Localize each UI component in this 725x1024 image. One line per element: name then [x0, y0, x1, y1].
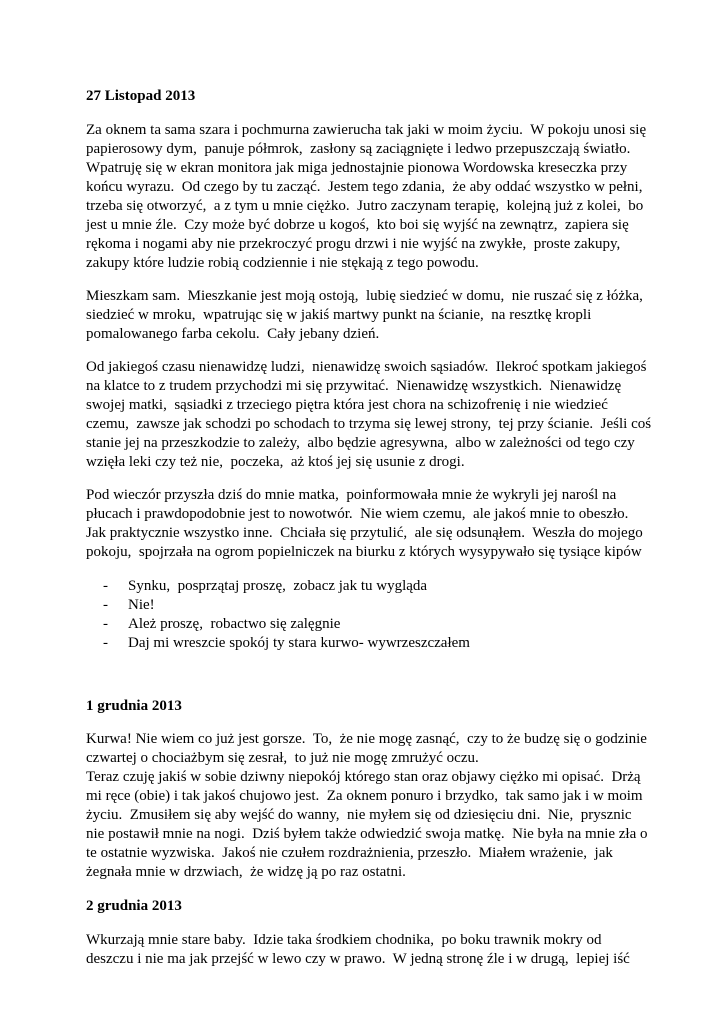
text-line: siedzieć w mroku, wpatrując się w jakiś martwy punkt na ścianie, na resztkę kropli	[86, 307, 592, 323]
dash-bullet: -	[103, 616, 108, 632]
text-line: stanie jej na przeszkodzie to zależy, albo będzie agresywna, albo w zależności od tego czy	[86, 435, 635, 451]
dialogue-text: Nie!	[128, 597, 155, 613]
text-line: papierosowy dym, panuje półmrok, zasłony są zaciągnięte i ledwo przepuszczają światło.	[86, 141, 631, 157]
text-line: Od jakiegoś czasu nienawidzę ludzi, nienawidzę swoich sąsiadów. Ilekroć spotkam jakiegoś	[86, 359, 647, 375]
text-line: nie postawił mnie na nogi. Dziś byłem także odwiedzić swoja matkę. Nie była na mnie zła o	[86, 826, 648, 842]
text-line: Mieszkam sam. Mieszkanie jest moją ostoją, lubię siedzieć w domu, nie ruszać się z łóżka,	[86, 288, 643, 304]
text-line: zakupy które ludzie robią codziennie i nie stękają z tego powodu.	[86, 255, 479, 271]
entry-date-heading: 1 grudnia 2013	[86, 698, 182, 714]
text-line: jest u mnie źle. Czy może być dobrze u kogoś, kto boi się wyjść na zewnątrz, zapiera się	[86, 217, 629, 233]
text-line: Wkurzają mnie stare baby. Idzie taka środkiem chodnika, po boku trawnik mokry od	[86, 932, 602, 948]
text-line: życiu. Zmusiłem się aby wejść do wanny, nie myłem się od dziesięciu dni. Nie, prysznic	[86, 807, 632, 823]
dash-bullet: -	[103, 578, 108, 594]
text-line: trzeba się otworzyć, a z tym u mnie ciężko. Jutro zaczynam terapię, kolejną już z kolei, bo	[86, 198, 644, 214]
text-line: czwartej o chociażbym się zesrał, to już nie mogę zmrużyć oczu.	[86, 750, 479, 766]
text-line: swojej matki, sąsiadki z trzeciego piętra która jest chora na schizofrenię i nie wiedzieć	[86, 397, 608, 413]
entry-date-heading: 27 Listopad 2013	[86, 88, 196, 104]
text-line: Kurwa! Nie wiem co już jest gorsze. To, że nie mogę zasnąć, czy to że budzę się o godzinie	[86, 731, 647, 747]
dash-bullet: -	[103, 635, 108, 651]
dialogue-text: Synku, posprzątaj proszę, zobacz jak tu wygląda	[128, 578, 428, 594]
text-line: końcu wyrazu. Od czego by tu zacząć. Jestem tego zdania, że aby oddać wszystko w pełni,	[86, 179, 643, 195]
text-line: na klatce to z trudem przychodzi mi się przywitać. Nienawidzę wszystkich. Nienawidzę	[86, 378, 622, 394]
text-line: pomalowanego farba cekolu. Cały jebany dzień.	[86, 326, 380, 342]
text-line: rękoma i nogami aby nie przekroczyć progu drzwi i nie wyjść na zwykłe, proste zakupy,	[86, 236, 621, 252]
text-line: deszczu i nie ma jak przejść w lewo czy w prawo. W jedną stronę źle i w drugą, lepiej iść	[86, 951, 630, 967]
text-line: płucach i prawdopodobnie jest to nowotwór. Nie wiem czemu, ale jakoś mnie to obeszło.	[86, 506, 629, 522]
text-line: Wpatruję się w ekran monitora jak miga jednostajnie pionowa Wordowska kreseczka przy	[86, 160, 628, 176]
text-line: żegnała mnie w drzwiach, że widzę ją po raz ostatni.	[86, 864, 406, 880]
text-line: Teraz czuję jakiś w sobie dziwny niepokój którego stan oraz objawy ciężko mi opisać. Drżą	[86, 769, 641, 785]
text-line: te ostatnie wyzwiska. Jakoś nie czułem rozdrażnienia, przeszło. Miałem wrażenie, jak	[86, 845, 613, 861]
text-line: mi ręce (obie) i tak jakoś chujowo jest. Za oknem ponuro i brzydko, tak samo jak i w moim	[86, 788, 643, 804]
dialogue-text: Daj mi wreszcie spokój ty stara kurwo- wywrzeszczałem	[128, 635, 470, 651]
text-line: Pod wieczór przyszła dziś do mnie matka, poinformowała mnie że wykryli jej narośl na	[86, 487, 617, 503]
dash-bullet: -	[103, 597, 108, 613]
text-line: czemu, zawsze jak schodzi po schodach to trzyma się lewej strony, tej przy ścianie. Jeśli coś	[86, 416, 652, 432]
text-line: Za oknem ta sama szara i pochmurna zawierucha tak jaki w moim życiu. W pokoju unosi się	[86, 122, 647, 138]
text-line: pokoju, spojrzała na ogrom popielniczek na biurku z których wysypywało się tysiące kipów	[86, 544, 642, 560]
text-line: wzięła leki czy też nie, poczeka, aż ktoś jej się usunie z drogi.	[86, 454, 465, 470]
entry-date-heading: 2 grudnia 2013	[86, 898, 182, 914]
dialogue-text: Ależ proszę, robactwo się zalęgnie	[128, 616, 341, 632]
text-line: Jak praktycznie wszystko inne. Chciała się przytulić, ale się odsunąłem. Weszła do mojego	[86, 525, 643, 541]
